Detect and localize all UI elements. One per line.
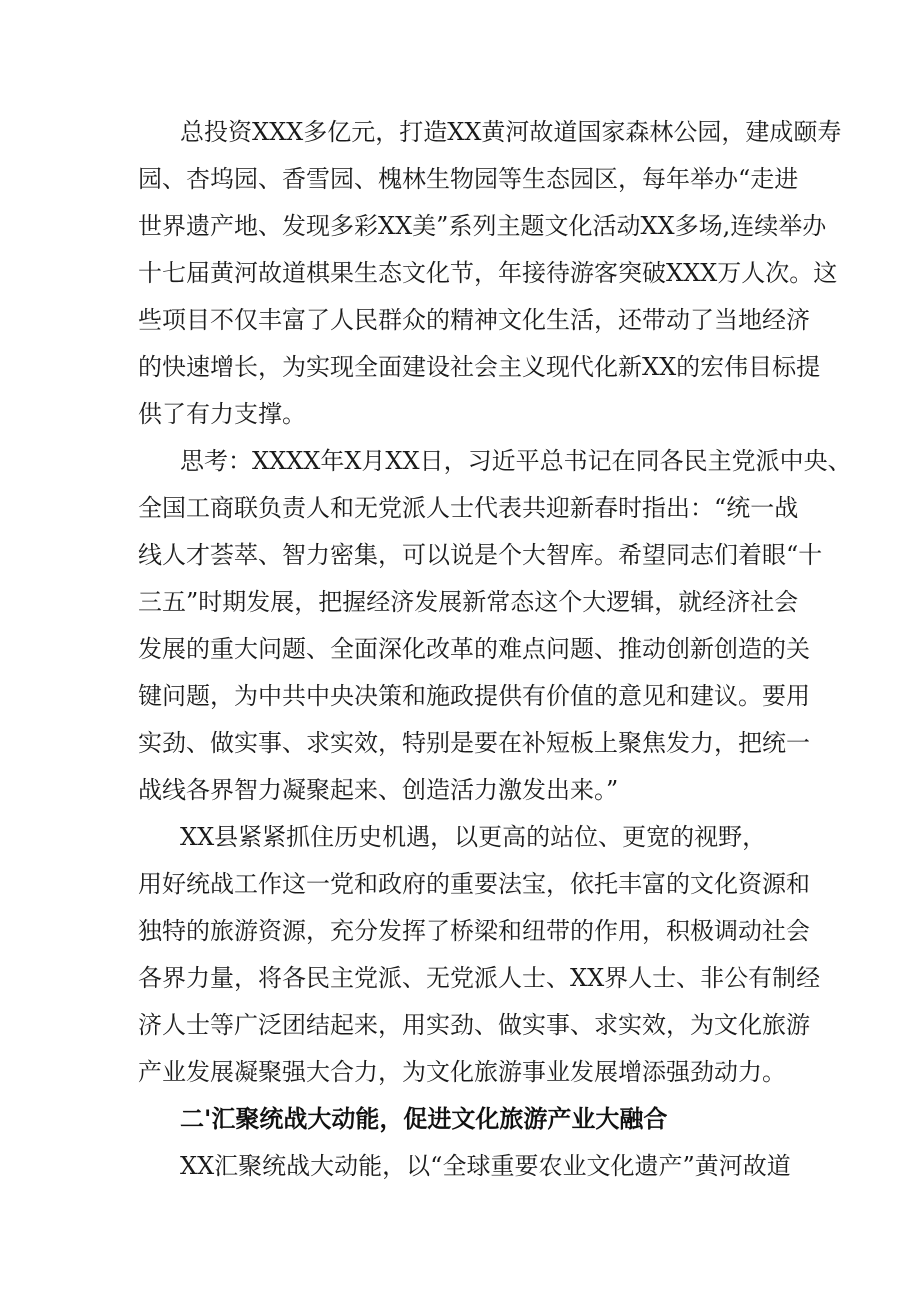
text-line: 线人才荟萃、智力密集，可以说是个大智库。希望同志们着眼“十 [138, 541, 823, 569]
text-line: XX县紧紧抓住历史机遇，以更高的站位、更宽的视野， [180, 823, 767, 851]
text-line: XX汇聚统战大动能，以“全球重要农业文化遗产”黄河故道 [180, 1152, 791, 1180]
text-line: 产业发展凝聚强大合力，为文化旅游事业发展增添强劲动力。 [138, 1058, 786, 1086]
text-line: 战线各界智力凝聚起来、创造活力激发出来。” [138, 776, 619, 804]
section-heading: 二'汇聚统战大动能，促进文化旅游产业大融合 [180, 1105, 668, 1133]
text-line: 键问题，为中共中央决策和施政提供有价值的意见和建议。要用 [138, 682, 810, 710]
text-line: 独特的旅游资源，充分发挥了桥梁和纽带的作用，积极调动社会 [138, 917, 810, 945]
text-line: 园、杏坞园、香雪园、槐林生物园等生态园区，每年举办“走进 [138, 165, 799, 193]
text-line: 发展的重大问题、全面深化改革的难点问题、推动创新创造的关 [138, 635, 810, 663]
text-line: 各界力量，将各民主党派、无党派人士、XX界人士、非公有制经 [138, 964, 821, 992]
text-line: 三五”时期发展，把握经济发展新常态这个大逻辑，就经济社会 [138, 588, 799, 616]
text-line: 的快速增长，为实现全面建设社会主义现代化新XX的宏伟目标提 [138, 353, 821, 381]
text-line: 世界遗产地、发现多彩XX美”系列主题文化活动XX多场,连续举办 [138, 212, 827, 240]
text-line: 十七届黄河故道棋果生态文化节，年接待游客突破XXX万人次。这 [138, 259, 838, 287]
text-line: 用好统战工作这一党和政府的重要法宝，依托丰富的文化资源和 [138, 870, 810, 898]
text-line: 全国工商联负责人和无党派人士代表共迎新春时指出：“统一战 [138, 494, 799, 522]
text-line: 济人士等广泛团结起来，用实劲、做实事、求实效，为文化旅游 [138, 1011, 810, 1039]
text-line: 供了有力支撑。 [138, 400, 306, 428]
text-line: 实劲、做实事、求实效，特别是要在补短板上聚焦发力，把统一 [138, 729, 810, 757]
text-line: 思考：XXXX年X月XX日，习近平总书记在同各民主党派中央、 [180, 447, 852, 475]
text-line: 些项目不仅丰富了人民群众的精神文化生活，还带动了当地经济 [138, 306, 810, 334]
text-line: 总投资XXX多亿元，打造XX黄河故道国家森林公园，建成颐寿 [180, 118, 842, 146]
